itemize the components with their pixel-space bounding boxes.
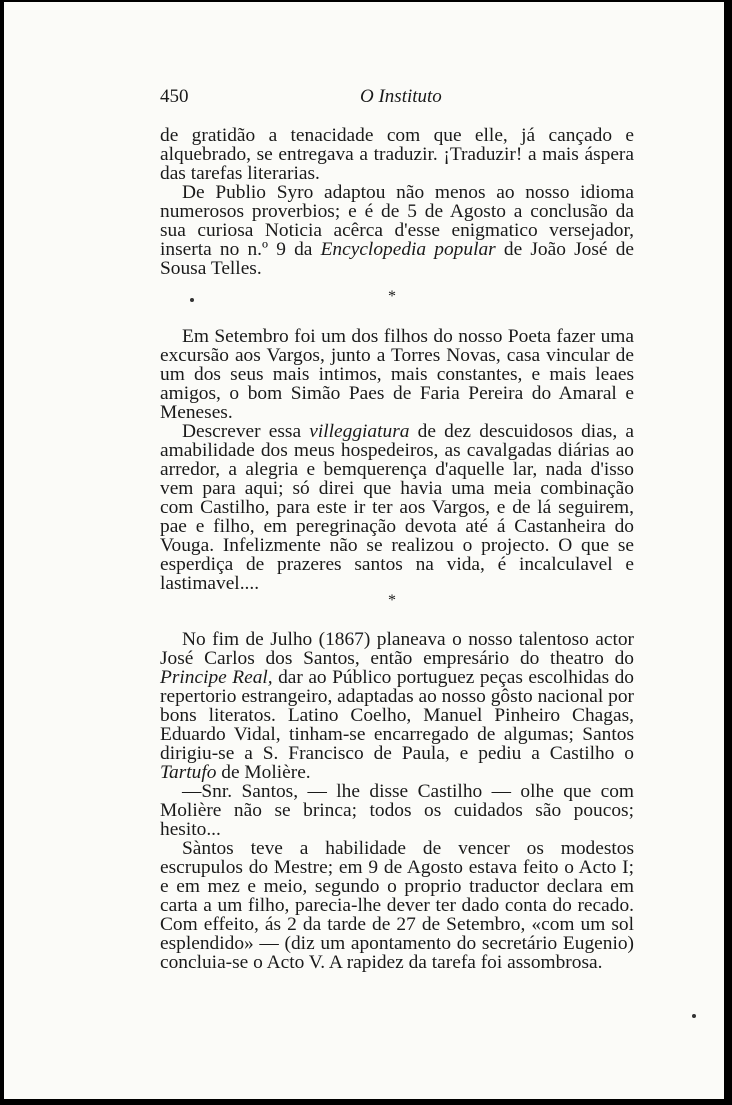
section-3: [160, 630, 634, 972]
paragraph-text: De Publio Syro adaptou não menos ao nosso idioma numerosos proverbios; e é de 5 de Agosto a conclusão da sua curiosa Noticia acêrca d'esse enigmatico versejador, inserta no n.º 9 da: [160, 182, 634, 260]
running-title: O Instituto: [360, 86, 442, 107]
paragraph: [160, 630, 634, 782]
paragraph-text: Descrever essa: [182, 421, 310, 442]
italic-title: Principe Real,: [160, 667, 273, 688]
paragraph: de gratidão a tenacidade com que elle, já cançado e alquebrado, se entregava a traduzir. ¡Traduzir! a mais áspera das tarefas literarias.: [160, 125, 634, 184]
section-1: [160, 126, 634, 278]
book-page: [4, 2, 724, 1099]
paragraph: Sàntos teve a habilidade de vencer os modestos escrupulos do Mestre; em 9 de Agosto estava feito o Acto I; e em mez e meio, segundo o proprio traductor declara em carta a um filho, parecia-lhe dever ter dado conta do recado. Com effeito, ás 2 da tarde de 27 de Setembro, «com um sol esplendido» — (diz um apontamento do secretário Eugenio) concluia-se o Acto V. A rapidez da tarefa foi assombrosa.: [160, 838, 634, 973]
section-2: [160, 327, 634, 593]
paragraph-text: de Molière.: [216, 762, 311, 783]
italic-title: Tartufo: [160, 762, 217, 783]
italic-title: Encyclopedia popular: [320, 239, 496, 260]
section-break-asterism: *: [388, 288, 396, 305]
italic-term: villeggiatura: [309, 421, 410, 442]
paragraph: [160, 183, 634, 278]
paragraph-text: de João José de Sousa Telles.: [160, 239, 634, 279]
running-head: [160, 86, 634, 110]
paragraph: Em Setembro foi um dos filhos do nosso Poeta fazer uma excursão aos Vargos, junto a Torres Novas, casa vincular de um dos seus mais intimos, mais constantes, e mais leaes amigos, o bom Simão Paes de Faria Pereira do Amaral e Meneses.: [160, 326, 634, 423]
paragraph-text: dar ao Público portuguez peças escolhidas do repertorio estrangeiro, adaptadas ao nosso gôsto nacional por bons literatos. Latino Coelho, Manuel Pinheiro Chagas, Eduardo Vidal, tinham-se encarregado de algumas; Santos dirigiu-se a S. Francisco de Paula, e pediu a Castilho o: [160, 667, 634, 764]
paragraph: [160, 422, 634, 593]
page-number: 450: [160, 86, 189, 107]
print-speck: [692, 1014, 696, 1018]
section-break-asterism: *: [388, 592, 396, 609]
print-speck: [190, 298, 194, 302]
paragraph-text: de dez descuidosos dias, a amabilidade dos meus hospedeiros, as cavalgadas diárias ao arredor, a alegria e bemquerença d'aquelle lar, nada d'isso vem para aqui; só direi que havia uma meia combinação com Castilho, para este ir ter aos Vargos, e de lá seguirem, pae e filho, em peregrinação devota até á Castanheira do Vouga. Infelizmente não se realizou o projecto. O que se esperdiça de prazeres santos na vida, é incalculavel e lastimavel....: [160, 421, 634, 594]
paragraph: —Snr. Santos, — lhe disse Castilho — olhe que com Molière não se brinca; todos os cuidados são poucos; hesito...: [160, 781, 634, 840]
paragraph-text: No fim de Julho (1867) planeava o nosso talentoso actor José Carlos dos Santos, então empresário do theatro do: [160, 629, 634, 669]
